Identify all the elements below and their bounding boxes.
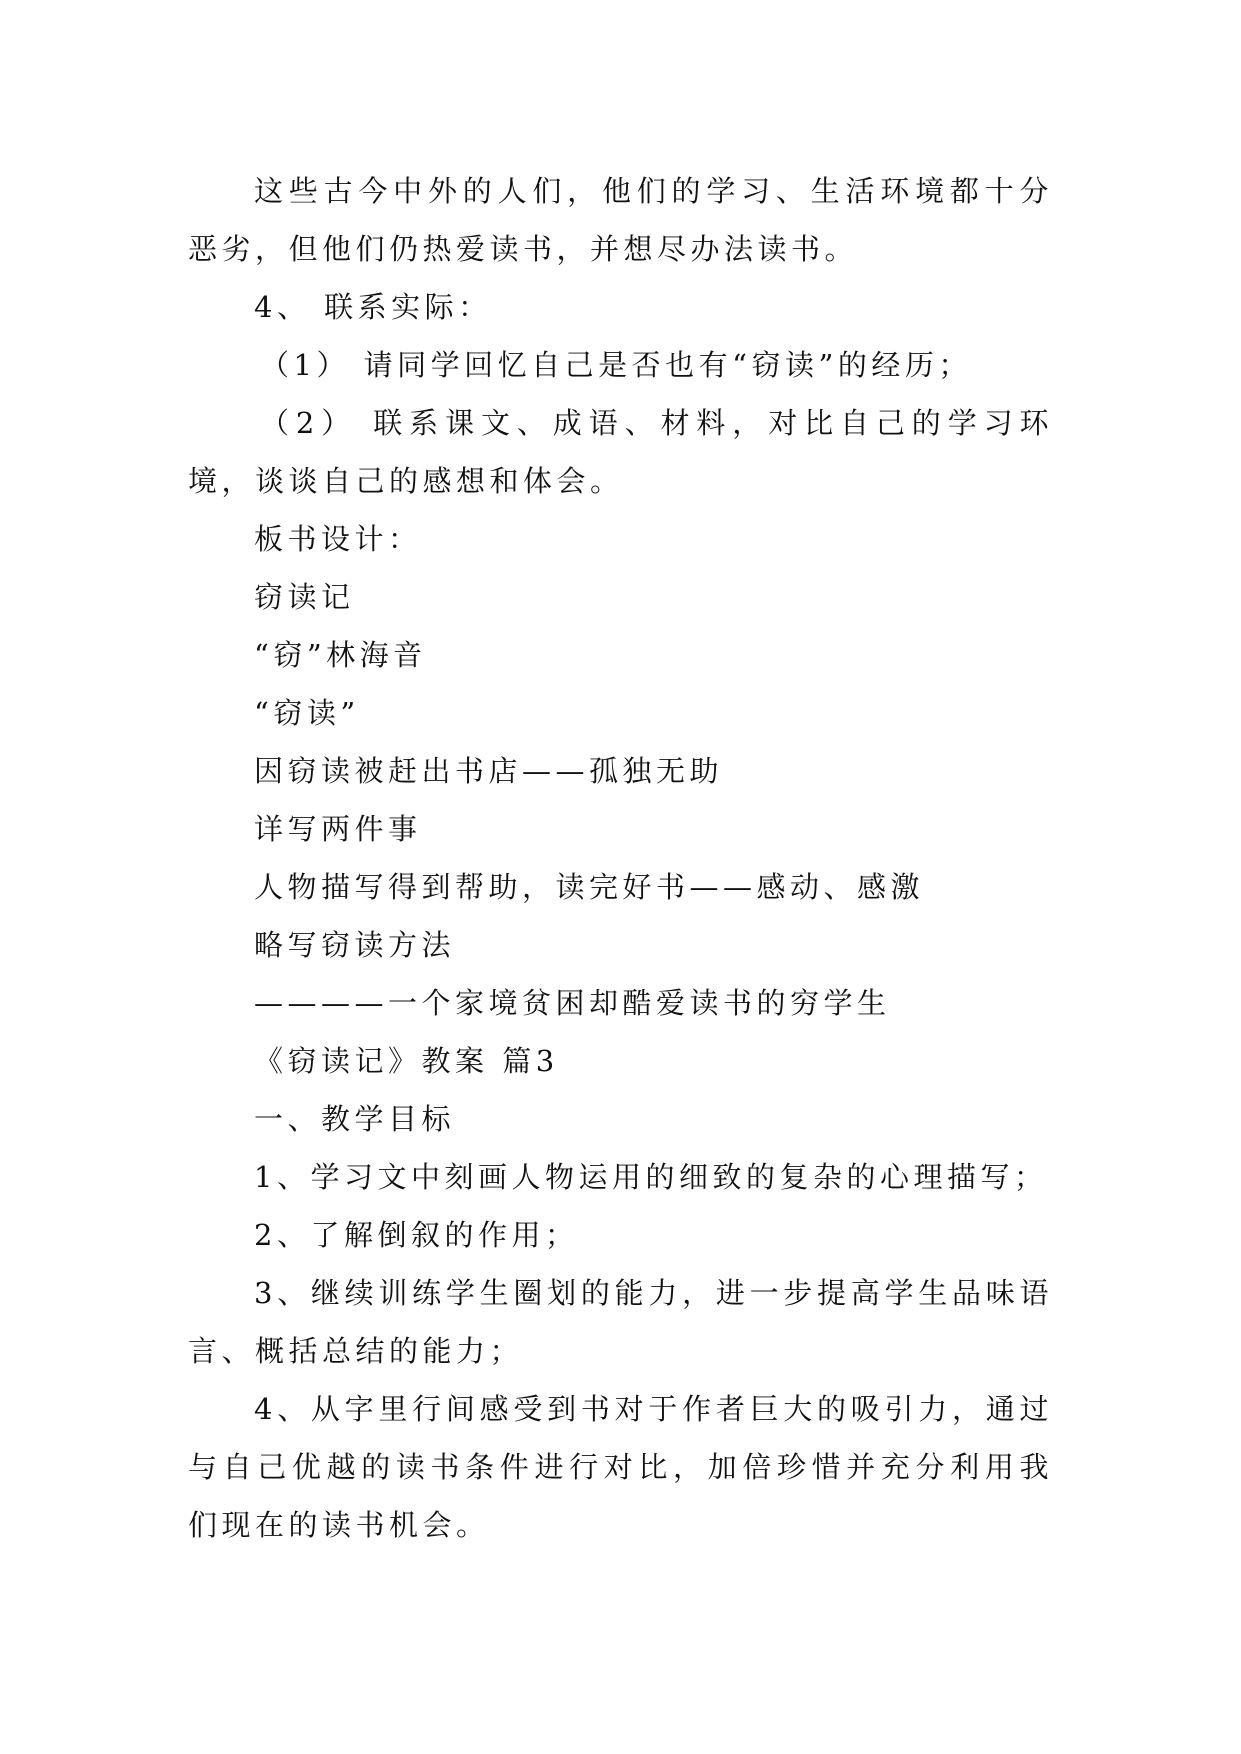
paragraph: “窃”林海音 bbox=[254, 638, 427, 672]
paragraph: 4、从字里行间感受到书对于作者巨大的吸引力，通过与自己优越的读书条件进行对比，加倍珍惜并充分利用我们现在的读书机会。 bbox=[188, 1392, 1053, 1542]
paragraph: 窃读记 bbox=[254, 580, 355, 614]
paragraph: （1） 请同学回忆自己是否也有“窃读”的经历； bbox=[260, 348, 972, 382]
section-heading: 《窃读记》教案 篇3 bbox=[254, 1044, 559, 1078]
paragraph: 因窃读被赶出书店——孤独无助 bbox=[254, 754, 724, 788]
paragraph: “窃读” bbox=[254, 696, 360, 730]
paragraph: 略写窃读方法 bbox=[254, 928, 456, 962]
paragraph: 人物描写得到帮助，读完好书——感动、感激 bbox=[254, 870, 925, 904]
paragraph: 一、教学目标 bbox=[254, 1102, 456, 1136]
paragraph: 这些古今中外的人们，他们的学习、生活环境都十分恶劣，但他们仍热爱读书，并想尽办法读书。 bbox=[188, 174, 1053, 266]
document-body bbox=[188, 162, 1053, 1554]
paragraph: 3、继续训练学生圈划的能力，进一步提高学生品味语言、概括总结的能力； bbox=[188, 1276, 1053, 1368]
paragraph: （2） 联系课文、成语、材料，对比自己的学习环境，谈谈自己的感想和体会。 bbox=[188, 406, 1053, 498]
paragraph: 2、了解倒叙的作用； bbox=[254, 1218, 579, 1252]
paragraph: 4、 联系实际： bbox=[254, 290, 492, 324]
paragraph: ————一个家境贫困却酷爱读书的穷学生 bbox=[254, 986, 891, 1020]
paragraph: 详写两件事 bbox=[254, 812, 422, 846]
paragraph: 板书设计： bbox=[254, 522, 422, 556]
paragraph: 1、学习文中刻画人物运用的细致的复杂的心理描写； bbox=[254, 1160, 1048, 1194]
